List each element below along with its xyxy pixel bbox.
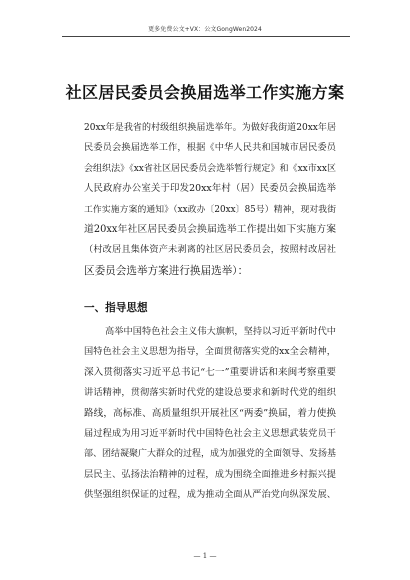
paragraph-line: 路线，高标准、高质量组织开展社区“两委”换届，着力使换 <box>84 407 336 419</box>
header-note: 更多免费公文+VX：公文GongWen2024 <box>148 26 262 33</box>
page-number: — 1 — <box>193 552 217 560</box>
paragraph-line: 工作实施方案的通知》（xx政办〔20xx〕85号）精神，现对我街 <box>84 204 336 215</box>
paragraph-line: 届过程成为用习近平新时代中国特色社会主义思想武装党员干 <box>84 428 336 440</box>
section-heading: 一、指导思想 <box>84 302 148 314</box>
paragraph-line: 高举中国特色社会主义伟大旗帜，坚持以习近平新时代中 <box>105 326 336 337</box>
paragraph-line: （村改居且集体资产未剥离的社区居民委员会，按照村改居社 <box>84 244 336 256</box>
paragraph-line: 层民主、弘扬法治精神的过程，成为围绕全面推进乡村振兴提 <box>84 468 336 480</box>
header-divider <box>62 36 350 37</box>
paragraph-line: 供坚强组织保证的过程，成为推动全面从严治党向纵深发展、 <box>84 489 336 501</box>
paragraph-line: 道20xx年社区居民委员会换届选举工作提出如下实施方案 <box>84 224 336 236</box>
paragraph-line: 深入贯彻落实习近平总书记“七一”重要讲话和来闽考察重要 <box>84 366 336 378</box>
paragraph-line: 人民政府办公室关于印发20xx年村（居）民委员会换届选举 <box>84 183 336 195</box>
paragraph-line: 会组织法》《xx省社区居民委员会选举暂行规定》和《xx市xx区 <box>84 163 336 174</box>
paragraph-line: 民委员会换届选举工作，根据《中华人民共和国城市居民委员 <box>84 142 336 154</box>
intro-paragraph <box>84 118 336 281</box>
paragraph-line: 国特色社会主义思想为指导，全面贯彻落实党的xx全会精神， <box>84 346 336 358</box>
paragraph-line: 部、团结凝聚广大群众的过程，成为加强党的全面领导、发扬基 <box>84 449 336 460</box>
document-title: 社区居民委员会换届选举工作实施方案 <box>65 83 345 102</box>
paragraph-line: 区委员会选举方案进行换届选举）： <box>84 264 249 277</box>
paragraph-line: 20xx年是我省的村级组织换届选举年。为做好我街道20xx年居 <box>84 123 336 133</box>
principle-paragraph <box>84 322 336 506</box>
paragraph-line: 讲话精神，贯彻落实新时代党的建设总要求和新时代党的组织 <box>84 387 336 399</box>
